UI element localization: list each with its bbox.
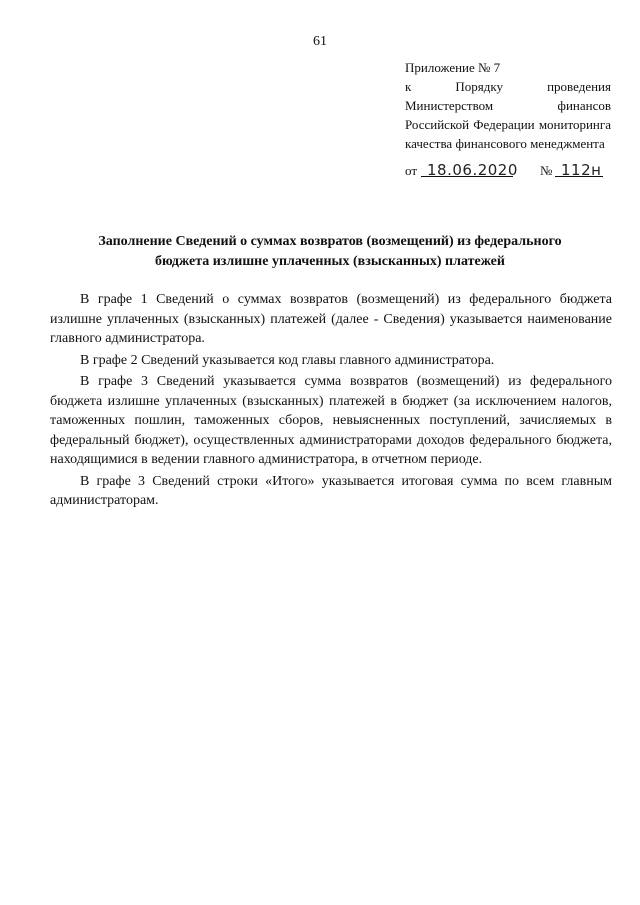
order-date: 18.06.2020: [427, 161, 518, 179]
appendix-header: [405, 58, 611, 153]
page-number: 61: [313, 34, 327, 49]
appendix-title: Приложение № 7: [405, 60, 501, 75]
title-line: бюджета излишне уплаченных (взысканных) платежей: [155, 254, 505, 269]
appendix-line: Российской Федерации мониторинга: [405, 117, 611, 132]
paragraph: В графе 2 Сведений указывается код главы главного администратора.: [80, 352, 495, 368]
section-title: [50, 232, 610, 272]
order-number-label: №: [540, 163, 553, 178]
title-line: Заполнение Сведений о суммах возвратов (возмещений) из федерального: [98, 234, 562, 249]
appendix-line: качества финансового менеджмента: [405, 136, 605, 151]
body-text: [50, 290, 612, 513]
order-number: 112н: [561, 161, 602, 179]
appendix-line: Министерством финансов: [405, 98, 611, 113]
appendix-line: к Порядку проведения: [405, 79, 611, 94]
paragraph: В графе 1 Сведений о суммах возвратов (возмещений) из федерального бюджета излишне уплаченных (взысканных) платежей (далее - Сведения) указывается наименование главного администратора.: [50, 292, 612, 346]
paragraph: В графе 3 Сведений указывается сумма возвратов (возмещений) из федерального бюджета излишне уплаченных (взысканных) платежей в бюджет (за исключением налогов, таможенных пошлин, таможенных сборов, невыясненных поступлений, зачисляемых в федеральный бюджет), осуществленных администраторами доходов федерального бюджета, находящимися в ведении главного администратора, в отчетном периоде.: [50, 374, 612, 467]
order-from-label: от: [405, 163, 418, 178]
order-date-number: [405, 163, 611, 185]
paragraph: В графе 3 Сведений строки «Итого» указывается итоговая сумма по всем главным администраторам.: [50, 473, 612, 508]
